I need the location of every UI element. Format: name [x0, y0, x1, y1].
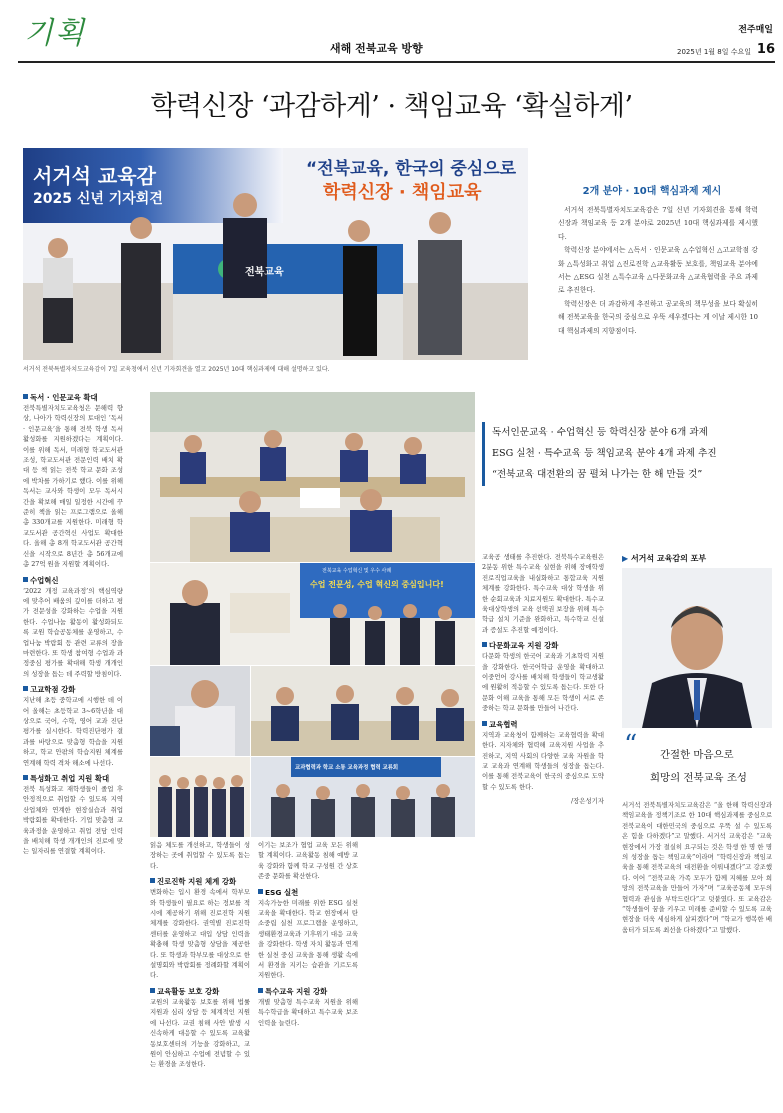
bullet-square-icon — [23, 394, 28, 399]
headline: 학력신장 ‘과감하게’ · 책임교육 ‘확실하게’ — [150, 91, 633, 122]
bullet-square-icon — [150, 988, 155, 993]
pull-quote-line2: ESG 실천 · 특수교육 등 책임교육 분야 4개 과제 추진 — [492, 448, 717, 459]
pull-quote-bar — [482, 422, 485, 486]
triangle-icon: ▶ — [622, 554, 631, 563]
conference-photo — [251, 757, 475, 837]
banner-small-text: 전북교육 수업혁신 및 우수 사례 — [322, 568, 392, 574]
side-quote-subtitle: 희망의 전북교육 조성 — [650, 772, 747, 784]
pull-quote — [482, 418, 767, 493]
section-heading: 특수교육 지원 강화 — [265, 986, 328, 996]
section-heading: 교육활동 보호 강화 — [157, 986, 220, 996]
column-3-intro: 이기는 보조가 협업 교육 모든 위해할 계획이다. 교육활동 침해 예방 교육 강화와 함께 학교 구성원 간 상호 존중 문화를 확산한다. — [258, 841, 358, 881]
section-heading: 독서 · 인문교육 확대 — [30, 393, 98, 402]
lead-heading: 2개 분야 · 10대 핵심과제 제시 — [582, 186, 722, 197]
group-photo — [150, 757, 250, 837]
banner-right-line2: 학력신장 · 책임교육 — [323, 182, 482, 203]
banner-left-line1: 서거석 교육감 — [33, 164, 156, 188]
teacher-photo — [150, 666, 250, 756]
column-4 — [482, 552, 604, 1104]
section-heading: 교육협력 — [489, 719, 518, 729]
section-text: 개별 맞춤형 특수교육 지원을 위해 특수학급을 확대하고 특수교육 보조인력을 늘린다. — [258, 997, 358, 1027]
publication-name: 전주매일 — [738, 25, 773, 35]
pull-quote-line1: 독서인문교육 · 수업혁신 등 학력신장 분야 6개 과제 — [492, 427, 708, 438]
award-photo — [150, 563, 475, 665]
lead-paragraph: 학력신장은 더 과감하게 추진하고 공교육의 책무성을 보다 확실히 해 전북교육을 한국의 중심으로 우뚝 세우겠다는 게 이날 제시한 10대 핵심과제의 지향점이다. — [558, 299, 758, 335]
publication-date: 2025년 1월 8일 수요일 — [677, 48, 751, 56]
column-2 — [150, 840, 250, 1105]
banner-right-line1: “전북교육, 한국의 중심으로 — [306, 159, 517, 179]
main-photo-caption: 서거석 전북특별자치도교육감이 7일 교육청에서 신년 기자회견을 열고 2025년 10대 핵심과제에 대해 설명하고 있다. — [23, 366, 330, 373]
side-text: 서거석 전북특별자치도교육감은 “올 한해 학력신장과 책임교육을 정책기조로 한 10대 핵심과제를 중심으로 전북교육이 대한민국의 중심으로 우뚝 설 수 있도록 온 힘을 다하겠다”고 말했다. 서거석 교육감은 “교육 현장에서 가장 절실히 요구되는 것은 학생 한 명 한 명의 성장을 돕는 책임교육”이라며 “학력신장과 책임교육을 통해 전북교육의 대전환을 이뤄내겠다”고 강조했다. 이어 “전북교육 가족 모두가 함께 지혜를 모아 희망의 전북교육을 만들어 가자”며 “교육공동체 모두의 협력과 관심을 부탁드린다”고 덧붙였다. 또 교육감은 “학생들이 꿈을 키우고 미래를 준비할 수 있도록 교육 현장을 더욱 세심하게 살피겠다”며 “학교가 행복한 배움터가 되도록 최선을 다하겠다”고 말했다. — [622, 801, 772, 934]
column-1 — [23, 392, 123, 1102]
series-mark: 기획 — [24, 16, 86, 51]
section-heading: 수업혁신 — [30, 575, 59, 585]
section-heading: 다문화교육 지원 강화 — [489, 641, 559, 651]
bullet-square-icon — [482, 721, 487, 726]
side-quote-title: 간절한 마음으로 — [660, 749, 734, 761]
section-text: 지난해 초등 중학교에 시행한 데 이어 올해는 초등학교 3~6학년을 대상으로 국어, 수학, 영어 교과 진단평가를 실시한다. 학력진단평가 결과를 바탕으로 맞춤형 학습을 지원하고, 학교 안팎의 학습지원 체계를 연계해 학력 격차 해소에 나선다. — [23, 696, 123, 767]
superintendent-portrait — [622, 568, 772, 728]
section-text: 다문화 학생의 한국어 교육과 기초학력 지원을 강화한다. 한국어학급 운영을 확대하고 이중언어 강사를 배치해 학생들이 학교생활에 원활히 적응할 수 있도록 돕는다. 또한 다문화 이해 교육을 통해 모든 학생이 서로 존중하는 학교 문화를 만들어 나간다. — [482, 652, 604, 713]
section-heading: 고교학점 강화 — [30, 685, 76, 695]
students-photo — [251, 666, 475, 756]
lead-paragraph: 학력신장 분야에서는 △독서 · 인문교육 △수업혁신 △고교학점 강화 △특성화고 취업 △진로진학 △교육활동 보호를, 책임교육 분야에서는 △ESG 실천 △특수교육 △다문화교육 △교육협력을 주요 과제로 추진한다. — [558, 246, 758, 295]
page-number: 16 — [756, 42, 775, 57]
side-label: ▶ 서거석 교육감의 포부 — [622, 554, 707, 563]
podium-sign: 전북교육 — [245, 267, 284, 278]
lead-body — [558, 204, 758, 362]
section-text: 전북 특성화고 재학생들이 졸업 후 안정적으로 취업할 수 있도록 지역 산업체와 연계한 현장실습과 취업 박람회를 확대한다. 기업 맞춤형 교육과정을 운영하고 취업 전담 인력을 배치해 학생 개개인의 진로에 맞는 일자리를 연결할 계획이다. — [23, 785, 123, 856]
bullet-square-icon — [150, 878, 155, 883]
quote-mark-icon: “ — [624, 730, 638, 760]
classroom-photo — [150, 392, 475, 562]
section-text: ‘2022 개정 교육과정’의 핵심역량에 맞추어 배움의 깊이를 더하고 평가 전문성을 강화하는 수업을 지원한다. 수업나눔 활동이 활성화되도록 교원 학습공동체를 운영하고, 수업나눔 박람회 등 관련 교류의 장을 마련한다. 또 학생 참여형 수업과 과정중심 평가를 확대해 학생 개개인의 성장을 돕는 데 주력할 방침이다. — [23, 586, 123, 678]
masthead — [0, 0, 783, 62]
section-text: 지속가능한 미래를 위한 ESG 실천 교육을 확대한다. 학교 현장에서 탄소중립 실천 프로그램을 운영하고, 생태환경교육과 기후위기 대응 교육을 강화한다. 학생 자치 활동과 연계한 실천 중심 교육을 통해 생활 속에서 환경을 지키는 습관을 기르도록 지원한다. — [258, 898, 358, 980]
pull-quote-line3: “전북교육 대전환의 꿈 펼쳐 나가는 한 해 만들 것” — [492, 469, 703, 480]
byline: /장은성기자 — [570, 797, 604, 806]
section-heading: 진로진학 지원 체계 강화 — [157, 877, 237, 887]
banner-left-line2: 2025 신년 기자회견 — [33, 191, 163, 207]
bullet-square-icon — [482, 642, 487, 647]
section-heading: 특성화고 취업 지원 확대 — [30, 774, 110, 783]
column-3 — [258, 840, 358, 1105]
section-text: 교육공 생태를 추진한다. 전북특수교육원은 2분동 위한 특수교육 실현을 위해 장애학생 진로직업교육을 내실화하고 통합교육 지원 체계를 강화한다. 특수교육 대상 학생을 위한 순회교육과 치료지원도 확대한다. 특수교육대상학생의 교육 선택권 보장을 위해 특수학급 설치 기준을 완화하고, 특수학교 신설과 증설도 추진할 예정이다. — [482, 553, 604, 634]
bullet-square-icon — [23, 686, 28, 691]
section-text: 변화하는 입시 환경 속에서 학부모와 학생들이 필요로 하는 정보를 적시에 제공하기 위해 진로진학 지원 체계를 강화한다. 권역별 진로진학센터를 운영하고 대입 상담 인력을 확충해 학생 맞춤형 상담을 제공한다. 또 학생과 학부모를 대상으로 한 설명회와 박람회를 정례화할 계획이다. — [150, 888, 250, 980]
lead-paragraph: 서거석 전북특별자치도교육감은 7일 신년 기자회견을 통해 학력신장과 책임교육 등 2개 분야로 2025년 10대 핵심과제를 제시했다. — [558, 206, 758, 241]
section-text: 교원의 교육활동 보호를 위해 법률 지원과 심리 상담 등 체계적인 지원에 나선다. 교권 침해 사안 발생 시 신속하게 대응할 수 있도록 교육활동보호센터의 기능을 강화하고, 교원이 안심하고 수업에 전념할 수 있는 환경을 조성한다. — [150, 997, 250, 1069]
conference-banner-text: 교과협력과 학교 소통 교육과정 협력 교류회 — [295, 765, 399, 771]
section-title: 새해 전북교육 방향 — [330, 42, 423, 55]
column-2-tail: 읽음 체도를 개선하고, 학생들이 성장하는 곳에 취업할 수 있도록 돕는다. — [150, 841, 250, 870]
masthead-rule — [18, 61, 775, 63]
bullet-square-icon — [258, 889, 263, 894]
section-heading: ESG 실천 — [265, 887, 299, 897]
bullet-square-icon — [23, 775, 28, 780]
bullet-square-icon — [23, 577, 28, 582]
section-text: 지역과 교육청이 함께하는 교육협력을 확대한다. 지자체와 협력해 교육지원 사업을 추진하고, 지역 사회의 다양한 교육 자원을 학교 교육과 연계해 학생들의 성장을 돕는다. 이를 통해 전북교육이 한국의 중심으로 도약할 수 있도록 한다. — [482, 730, 604, 791]
main-photo — [23, 148, 528, 360]
bullet-square-icon — [258, 988, 263, 993]
banner-big-text: 수업 전문성, 수업 혁신의 중심입니다! — [310, 580, 444, 589]
section-text: 전북특별자치도교육청은 문해력 향상, 나아가 학력신장의 토대인 ‘독서 · 인문교육’을 통해 전북 학생 독서 활성화를 지원하겠다는 계획이다. 이를 위해 독서, 미래형 학교도서관 조성, 학교도서관 전문인력 배치 확대 등 책 읽는 전북 학교 문화 조성에 박차를 가하기로 했다. 이를 위해 독서는 교사와 학생이 모두 독서시간을 확보해 매일 일정한 시간에 꾸준히 책을 읽는 프로그램으로 올해 총 330개교를 지원한다. 미래형 학교도서관 공간혁신 사업도 확대한다. 올해 총 8개 학교도서관 공간혁신을 시작으로 8년간 총 56개교에 총 27억 원을 지원할 계획이다. — [23, 404, 123, 569]
